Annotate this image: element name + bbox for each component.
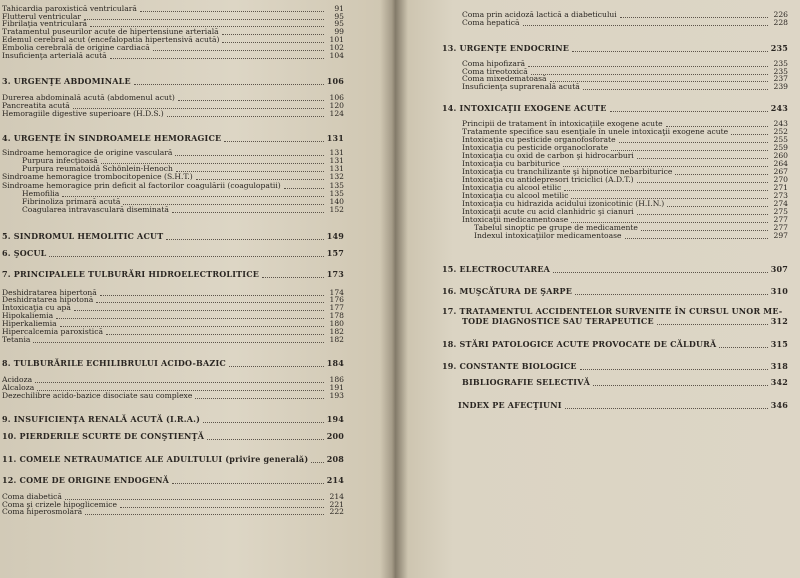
toc-dot-leader xyxy=(575,287,768,295)
toc-entry-title: Tratamentul puseurilor acute de hipertensiune arterială xyxy=(2,27,219,36)
toc-entry-page-number: 152 xyxy=(329,205,344,214)
toc-dot-leader xyxy=(172,476,324,484)
toc-entry-page-number: 180 xyxy=(329,319,344,328)
toc-entry-title: Deshidratarea hipertonă xyxy=(2,288,97,297)
toc-entry xyxy=(2,77,344,86)
toc-entry-page-number: 135 xyxy=(329,181,344,190)
toc-entry xyxy=(442,362,788,371)
toc-dot-leader xyxy=(62,189,324,197)
toc-entry xyxy=(2,455,344,464)
toc-entry xyxy=(2,432,344,441)
toc-entry-title: Alcaloza xyxy=(2,383,35,392)
toc-entry-page-number: 228 xyxy=(773,18,788,27)
toc-entry-title: TODE DIAGNOSTICE SAU TERAPEUTICE xyxy=(462,316,654,326)
toc-entry xyxy=(442,104,788,113)
toc-dot-leader xyxy=(196,172,324,180)
toc-dot-leader xyxy=(619,135,768,143)
toc-entry-page-number: 237 xyxy=(773,74,788,83)
toc-dot-leader xyxy=(33,335,324,343)
toc-dot-leader xyxy=(134,77,324,85)
toc-dot-leader xyxy=(195,391,324,399)
toc-entry-title: Deshidratarea hipotonă xyxy=(2,295,94,304)
toc-dot-leader xyxy=(580,362,768,370)
toc-dot-leader xyxy=(140,4,324,12)
toc-entry xyxy=(2,109,344,118)
toc-entry-title: 18. STĂRI PATOLOGICE ACUTE PROVOCATE DE CĂLDURĂ xyxy=(442,339,717,349)
toc-dot-leader xyxy=(229,359,324,367)
toc-entry-title: Purpura infecţioasă xyxy=(22,156,98,165)
toc-entry-title: Sindroame hemoragice prin deficit al factorilor coagulării (coagulopatii) xyxy=(2,181,281,190)
toc-dot-leader xyxy=(37,383,324,391)
toc-dot-leader xyxy=(153,43,324,51)
toc-entry-page-number: 243 xyxy=(770,103,788,113)
toc-dot-leader xyxy=(637,175,768,183)
toc-dot-leader xyxy=(224,134,324,142)
toc-entry-title: Purpura reumatoidă Schönlein-Henoch xyxy=(22,164,173,173)
toc-entry xyxy=(474,231,788,240)
toc-entry-page-number: 140 xyxy=(329,197,344,206)
toc-entry-page-number: 101 xyxy=(329,35,344,44)
toc-dot-leader xyxy=(172,205,324,213)
toc-entry-page-number: 271 xyxy=(773,183,788,192)
toc-entry-title: Insuficienţa arterială acută xyxy=(2,51,107,60)
toc-dot-leader xyxy=(284,181,324,189)
toc-entry-page-number: 176 xyxy=(329,295,344,304)
toc-entry-title: Sindroame hemoragice de origine vasculară xyxy=(2,148,173,157)
toc-entry-page-number: 135 xyxy=(329,189,344,198)
toc-dot-leader xyxy=(167,109,324,117)
toc-dot-leader xyxy=(571,215,768,223)
toc-entry-title: 16. MUŞCĂTURA DE ŞARPE xyxy=(442,286,572,296)
toc-entry-title: 8. TULBURĂRILE ECHILIBRULUI ACIDO-BAZIC xyxy=(2,358,226,368)
toc-entry-page-number: 182 xyxy=(329,327,344,336)
toc-entry-title: Hipercalcemia paroxistică xyxy=(2,327,104,336)
toc-dot-leader xyxy=(610,104,768,112)
toc-dot-leader xyxy=(550,74,768,82)
toc-entry-page-number: 267 xyxy=(773,167,788,176)
toc-entry-title: Coma prin acidoză lactică a diabeticului xyxy=(462,10,617,19)
toc-entry xyxy=(462,378,788,387)
toc-dot-leader xyxy=(571,191,768,199)
toc-dot-leader xyxy=(110,51,324,59)
toc-entry-title: Intoxicaţia cu barbiturice xyxy=(462,159,561,168)
toc-entry-title: Hemoragiile digestive superioare (H.D.S.) xyxy=(2,109,164,118)
toc-entry-title: Acidoza xyxy=(2,375,33,384)
toc-dot-leader xyxy=(637,207,768,215)
toc-entry-page-number: 177 xyxy=(329,303,344,312)
toc-entry-title: Coma tireotoxică xyxy=(462,67,528,76)
right-page xyxy=(392,0,800,578)
toc-dot-leader xyxy=(175,148,324,156)
toc-entry-title: Insuficienţa suprarenală acută xyxy=(462,82,580,91)
toc-entry-title: Intoxicaţii acute cu acid clanhidric şi cianuri xyxy=(462,207,634,216)
toc-entry-title: Embolia cerebrală de origine cardiacă xyxy=(2,43,150,52)
toc-entry-page-number: 235 xyxy=(773,59,788,68)
toc-entry-title: Intoxicaţia cu tranchilizante şi hipnotice nebarbiturice xyxy=(462,167,673,176)
toc-entry-page-number: 149 xyxy=(326,231,344,241)
toc-entry xyxy=(2,249,344,258)
toc-dot-leader xyxy=(106,327,324,335)
toc-entry-title: Intoxicaţia cu apă xyxy=(2,303,71,312)
toc-entry-title: 17. TRATAMENTUL ACCIDENTELOR SURVENITE ÎN CURSUL UNOR ME- xyxy=(442,306,783,316)
toc-entry-page-number: 106 xyxy=(326,76,344,86)
toc-entry xyxy=(2,476,344,485)
toc-dot-leader xyxy=(35,375,324,383)
toc-entry-page-number: 95 xyxy=(334,12,344,21)
toc-entry-page-number: 174 xyxy=(329,288,344,297)
toc-entry-page-number: 157 xyxy=(326,248,344,258)
toc-entry-title: Indexul intoxicaţiilor medicamentoase xyxy=(474,231,622,240)
toc-dot-leader xyxy=(222,35,324,43)
toc-entry-title: 4. URGENŢE ÎN SINDROAMELE HEMORAGICE xyxy=(2,133,222,143)
toc-entry-page-number: 274 xyxy=(773,199,788,208)
toc-entry-title: Flutterul ventricular xyxy=(2,12,82,21)
toc-dot-leader xyxy=(74,303,324,311)
toc-entry xyxy=(2,415,344,424)
toc-dot-leader xyxy=(528,59,768,67)
toc-dot-leader xyxy=(583,82,768,90)
toc-entry-page-number: 131 xyxy=(329,164,344,173)
toc-dot-leader xyxy=(49,249,324,257)
toc-dot-leader xyxy=(572,44,768,52)
toc-entry xyxy=(2,51,344,60)
toc-entry-page-number: 173 xyxy=(326,269,344,279)
toc-entry xyxy=(2,391,344,400)
toc-entry-page-number: 243 xyxy=(773,119,788,128)
toc-entry-page-number: 318 xyxy=(770,361,788,371)
toc-dot-leader xyxy=(731,127,768,135)
toc-entry-page-number: 277 xyxy=(773,223,788,232)
toc-entry-title: 15. ELECTROCUTAREA xyxy=(442,264,551,274)
toc-entry-title: Intoxicaţia cu hidrazida acidului izonicotinic (H.I.N.) xyxy=(462,199,665,208)
toc-entry xyxy=(2,507,344,516)
toc-entry-page-number: 99 xyxy=(334,27,344,36)
toc-dot-leader xyxy=(641,223,768,231)
toc-entry-title: Tetania xyxy=(2,335,31,344)
toc-entry-title: 9. INSUFICIENŢA RENALĂ ACUTĂ (I.R.A.) xyxy=(2,414,201,424)
toc-entry-title: 7. PRINCIPALELE TULBURĂRI HIDROELECTROLITICE xyxy=(2,269,260,279)
toc-entry-page-number: 297 xyxy=(773,231,788,240)
toc-entry-title: Edemul cerebral acut (encefalopatia hipertensivă acută) xyxy=(2,35,220,44)
toc-dot-leader xyxy=(593,378,768,386)
toc-dot-leader xyxy=(166,232,324,240)
toc-entry-page-number: 275 xyxy=(773,207,788,216)
toc-entry-title: BIBLIOGRAFIE SELECTIVĂ xyxy=(462,377,591,387)
toc-entry-page-number: 200 xyxy=(326,431,344,441)
toc-entry-page-number: 260 xyxy=(773,151,788,160)
toc-entry xyxy=(442,44,788,53)
toc-entry-title: Intoxicaţia cu alcool metilic xyxy=(462,191,569,200)
toc-entry-page-number: 131 xyxy=(329,148,344,157)
toc-entry-page-number: 91 xyxy=(334,4,344,13)
toc-entry xyxy=(2,232,344,241)
toc-entry-title: Fibrinoliza primară acută xyxy=(22,197,121,206)
toc-entry-page-number: 222 xyxy=(329,507,344,516)
toc-entry-page-number: 346 xyxy=(770,400,788,410)
toc-entry xyxy=(2,134,344,143)
toc-entry xyxy=(442,307,788,316)
toc-dot-leader xyxy=(176,164,324,172)
toc-dot-leader xyxy=(563,159,768,167)
toc-entry-title: 13. URGENŢE ENDOCRINE xyxy=(442,43,570,53)
toc-entry xyxy=(2,335,344,344)
toc-entry-page-number: 95 xyxy=(334,19,344,28)
toc-entry-title: 10. PIERDERILE SCURTE DE CONŞTIENŢĂ xyxy=(2,431,205,441)
toc-entry-title: Coma diabetică xyxy=(2,492,62,501)
toc-dot-leader xyxy=(90,19,324,27)
toc-entry-page-number: 104 xyxy=(329,51,344,60)
toc-entry-title: Intoxicaţia cu pesticide organofosforate xyxy=(462,135,616,144)
toc-entry-page-number: 214 xyxy=(326,475,344,485)
toc-entry-title: Intoxicaţia cu alcool etilic xyxy=(462,183,562,192)
toc-entry-title: Hemofilia xyxy=(22,189,60,198)
toc-entry xyxy=(22,205,344,214)
toc-entry-page-number: 182 xyxy=(329,335,344,344)
toc-entry-page-number: 255 xyxy=(773,135,788,144)
toc-entry-title: 19. CONSTANTE BIOLOGICE xyxy=(442,361,577,371)
toc-dot-leader xyxy=(65,492,324,500)
toc-entry-page-number: 252 xyxy=(773,127,788,136)
left-page xyxy=(0,0,392,578)
toc-dot-leader xyxy=(611,143,768,151)
toc-entry-title: Durerea abdominală acută (abdomenul acut) xyxy=(2,93,175,102)
toc-entry xyxy=(2,270,344,279)
toc-dot-leader xyxy=(675,167,768,175)
toc-dot-leader xyxy=(564,183,768,191)
toc-entry-title: 11. COMELE NETRAUMATICE ALE ADULTULUI (privire generală) xyxy=(2,454,309,464)
toc-entry xyxy=(442,287,788,296)
toc-entry-title: Coma hiperosmolară xyxy=(2,507,83,516)
toc-entry-title: Coma hepatică xyxy=(462,18,520,27)
toc-dot-leader xyxy=(85,507,324,515)
toc-entry-page-number: 208 xyxy=(326,454,344,464)
toc-entry-title: Pancreatita acută xyxy=(2,101,70,110)
toc-entry-page-number: 310 xyxy=(770,286,788,296)
toc-entry-page-number: 259 xyxy=(773,143,788,152)
toc-entry-title: Hiperkaliemia xyxy=(2,319,57,328)
toc-entry xyxy=(2,172,344,181)
toc-entry-page-number: 239 xyxy=(773,82,788,91)
toc-entry-title: Dezechilibre acido-bazice disociate sau complexe xyxy=(2,391,193,400)
toc-entry-title: Intoxicaţia cu antidepresori triciclici (A.D.T.) xyxy=(462,175,634,184)
toc-entry-title: Principii de tratament în intoxicaţiile exogene acute xyxy=(462,119,663,128)
toc-entry-page-number: 194 xyxy=(326,414,344,424)
toc-dot-leader xyxy=(657,317,768,325)
toc-entry-page-number: 131 xyxy=(329,156,344,165)
toc-entry xyxy=(462,82,788,91)
toc-dot-leader xyxy=(553,265,768,273)
toc-entry-page-number: 102 xyxy=(329,43,344,52)
toc-entry-page-number: 191 xyxy=(329,383,344,392)
toc-entry-title: Intoxicaţii medicamentoase xyxy=(462,215,569,224)
toc-entry xyxy=(458,401,788,410)
toc-entry-page-number: 312 xyxy=(770,316,788,326)
toc-entry-page-number: 315 xyxy=(770,339,788,349)
toc-entry-title: Coma hipofizară xyxy=(462,59,526,68)
toc-dot-leader xyxy=(262,270,324,278)
toc-entry-title: Tabelul sinoptic pe grupe de medicamente xyxy=(474,223,638,232)
toc-entry-page-number: 131 xyxy=(326,133,344,143)
toc-dot-leader xyxy=(73,101,324,109)
book-gutter xyxy=(380,0,408,578)
toc-entry-page-number: 226 xyxy=(773,10,788,19)
toc-entry-page-number: 307 xyxy=(770,264,788,274)
toc-entry-title: Intoxicaţia cu oxid de carbon şi hidrocarburi xyxy=(462,151,634,160)
toc-entry-page-number: 264 xyxy=(773,159,788,168)
toc-entry-page-number: 106 xyxy=(329,93,344,102)
toc-entry-page-number: 221 xyxy=(329,500,344,509)
toc-dot-leader xyxy=(203,415,324,423)
toc-entry-page-number: 124 xyxy=(329,109,344,118)
toc-dot-leader xyxy=(222,27,324,35)
toc-entry-title: Fibrilaţia ventriculară xyxy=(2,19,88,28)
toc-entry xyxy=(462,317,788,326)
toc-entry xyxy=(2,359,344,368)
toc-dot-leader xyxy=(123,197,324,205)
toc-dot-leader xyxy=(523,18,768,26)
toc-entry-title: Hipokaliemia xyxy=(2,311,54,320)
toc-dot-leader xyxy=(719,340,768,348)
toc-dot-leader xyxy=(311,455,324,463)
toc-dot-leader xyxy=(178,93,324,101)
toc-entry-title: INDEX PE AFECŢIUNI xyxy=(458,400,562,410)
toc-dot-leader xyxy=(637,151,768,159)
toc-entry-title: Tahicardia paroxistică ventriculară xyxy=(2,4,137,13)
toc-entry-page-number: 235 xyxy=(773,67,788,76)
toc-entry-page-number: 214 xyxy=(329,492,344,501)
toc-entry-title: Coagularea intravasculară diseminată xyxy=(22,205,169,214)
toc-entry-page-number: 193 xyxy=(329,391,344,400)
toc-entry-page-number: 186 xyxy=(329,375,344,384)
toc-dot-leader xyxy=(207,432,324,440)
toc-entry-title: Coma şi crizele hipoglicemice xyxy=(2,500,118,509)
toc-entry-page-number: 120 xyxy=(329,101,344,110)
toc-entry-page-number: 277 xyxy=(773,215,788,224)
toc-entry-page-number: 132 xyxy=(329,172,344,181)
toc-entry xyxy=(462,18,788,27)
toc-entry-title: Coma mixedematoasă xyxy=(462,74,547,83)
toc-entry-page-number: 235 xyxy=(770,43,788,53)
toc-entry-title: 3. URGENŢE ABDOMINALE xyxy=(2,76,131,86)
toc-entry-title: 5. SINDROMUL HEMOLITIC ACUT xyxy=(2,231,164,241)
toc-dot-leader xyxy=(101,156,324,164)
toc-entry-page-number: 270 xyxy=(773,175,788,184)
toc-entry-page-number: 184 xyxy=(326,358,344,368)
toc-dot-leader xyxy=(56,311,324,319)
toc-dot-leader xyxy=(565,401,768,409)
toc-entry-page-number: 342 xyxy=(770,377,788,387)
toc-entry-title: 14. INTOXICAŢII EXOGENE ACUTE xyxy=(442,103,607,113)
toc-entry xyxy=(442,265,788,274)
toc-dot-leader xyxy=(625,231,768,239)
toc-entry-title: 12. COME DE ORIGINE ENDOGENĂ xyxy=(2,475,170,485)
toc-entry-title: Tratamente specifice sau esenţiale în unele intoxicaţii exogene acute xyxy=(462,127,729,136)
toc-dot-leader xyxy=(96,295,324,303)
toc-entry-title: Intoxicaţia cu pesticide organoclorate xyxy=(462,143,609,152)
toc-dot-leader xyxy=(620,10,768,18)
toc-entry-title: Sindroame hemoragice trombocitopenice (S.H.T.) xyxy=(2,172,193,181)
toc-entry-page-number: 178 xyxy=(329,311,344,320)
toc-dot-leader xyxy=(666,119,768,127)
toc-entry-title: 6. ŞOCUL xyxy=(2,248,47,258)
toc-entry xyxy=(442,340,788,349)
toc-dot-leader xyxy=(667,199,768,207)
toc-entry-page-number: 273 xyxy=(773,191,788,200)
toc-dot-leader xyxy=(60,319,324,327)
